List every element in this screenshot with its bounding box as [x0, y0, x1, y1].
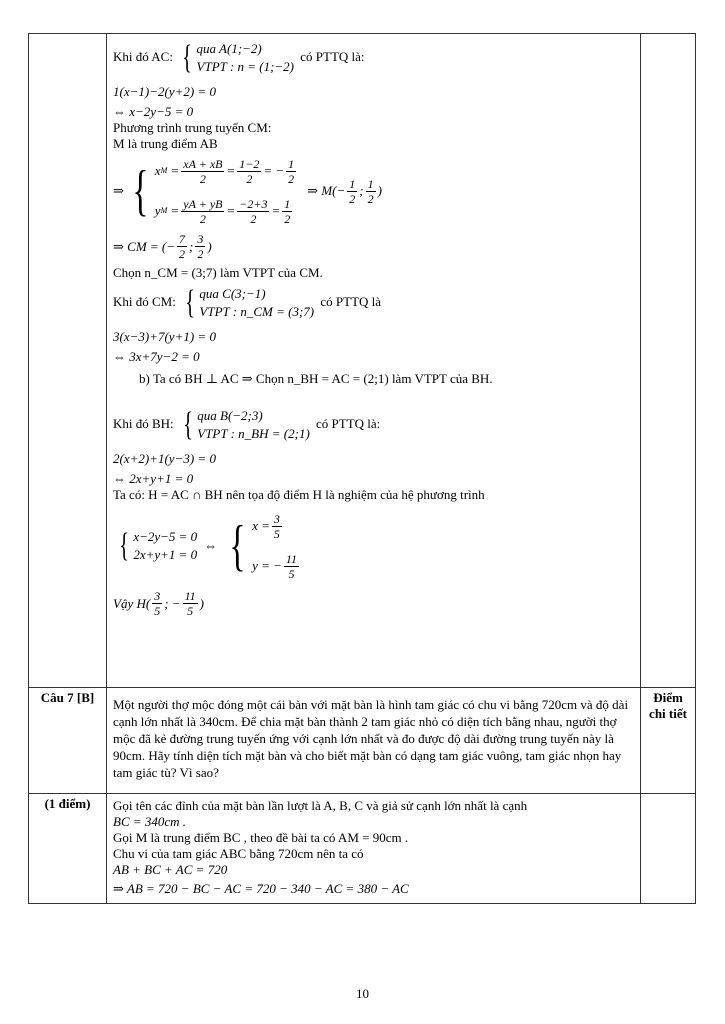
- page-number: 10: [356, 986, 369, 1001]
- m-result: ⇒ M: [307, 183, 333, 198]
- sol7-line-5: AB + BC + AC = 720: [113, 862, 228, 877]
- right-cell: [641, 794, 696, 904]
- cm-system: { qua C(3;−1) VTPT : n_CM = (3;7): [185, 284, 315, 321]
- ac-system-line: [113, 40, 634, 76]
- ac-sys-2: VTPT : n = (1;−2): [196, 59, 295, 74]
- solution-cell: [107, 34, 641, 688]
- ac-sys-1: qua A(1;−2): [196, 41, 262, 56]
- left-cell: [29, 34, 107, 688]
- ac-eq-2: ⇔ x−2y−5 = 0: [113, 104, 194, 119]
- cm-choose: Chọn n_CM = (3;7) làm VTPT của CM.: [113, 265, 323, 280]
- sol7-line-6: ⇒ AB = 720 − BC − AC = 720 − 340 − AC = 380 − AC: [113, 881, 409, 896]
- solution-cell-7: [107, 794, 641, 904]
- m-coords-system: { x M = $\frac{xA + xB}{2}$ = $\frac{1-2}{2}$ = − $\frac{1}{2}$ y M = $\frac{yA + yB}{2}$ = $\frac{-2+3}{2}$ = $\frac{1}{2}$: [132, 156, 295, 226]
- question-text: Một người thợ mộc đóng một cái bàn với mặt bàn là hình tam giác có chu vi bằng 720cm và độ dài cạnh lớn nhất là 340cm. Để chia mặt bàn thành 2 tam giác nhỏ có diện tích bằng nhau, người thợ mộc đã kẻ đường trung tuyến ứng với cạnh lớn nhất và đo được độ dài đường trung tuyến này là 90cm. Hãy tính diện tích mặt bàn và cho biết mặt bàn có dạng tam giác vuông, tam giác nhọn hay tam giác tù? Vì sao?: [107, 688, 641, 794]
- h-result-line: Vậy H ( $\frac{3}{5}$ ; − $\frac{11}{5}$ ): [113, 589, 205, 618]
- part-b-line: b) Ta có BH ⊥ AC ⇒ Chọn n_BH = AC = (2;1) làm VTPT của BH.: [139, 371, 493, 386]
- cm-midpoint: M là trung điểm AB: [113, 136, 218, 151]
- table-row: [29, 794, 696, 904]
- bh-system: { qua B(−2;3) VTPT : n_BH = (2;1): [183, 406, 310, 443]
- question-label: Câu 7 [B]: [29, 688, 107, 794]
- points-label: (1 điểm): [29, 794, 107, 904]
- score-header: Điểm chi tiết: [641, 688, 696, 794]
- ac-suffix: có PTTQ là:: [300, 48, 365, 64]
- cm-eq-1: 3(x−3)+7(y+1) = 0: [113, 329, 216, 344]
- sol7-line-3: Gọi M là trung điểm BC , theo đề bài ta có AM = 90cm .: [113, 830, 409, 845]
- cm-vector-line: ⇒ CM = (− $\frac{7}{2}$ ; $\frac{3}{2}$ ): [113, 232, 212, 261]
- h-system-line: { x−2y−5 = 0 2x+y+1 = 0 ⇔ { x = $\frac{3}{5}$ y = − $\frac{11}{5}$: [119, 511, 298, 581]
- right-cell: [641, 34, 696, 688]
- bh-eq-2: ⇔ 2x+y+1 = 0: [113, 471, 194, 486]
- bh-system-line: Khi đó BH: { qua B(−2;3) VTPT : n_BH = (2;1) có PTTQ là:: [113, 406, 381, 443]
- h-text: Ta có: H = AC ∩ BH nên tọa độ điểm H là nghiệm của hệ phương trình: [113, 487, 485, 502]
- sol7-line-2: BC = 340cm .: [113, 814, 187, 829]
- sol7-line-4: Chu vi của tam giác ABC bằng 720cm nên ta có: [113, 846, 364, 861]
- solution-table: [28, 33, 696, 904]
- m-coords-line: ⇒ { x M = $\frac{xA + xB}{2}$ = $\frac{1-2}{2}$ = − $\frac{1}{2}$ y M = $\frac{yA + yB}{2}$ = $\frac{-2+3}{2}$ = $\frac{1}{2}$ ⇒ M (− $\frac{1}{2}$ ; $\frac{1}{2}$ ): [113, 154, 634, 228]
- ac-prefix: Khi đó AC:: [113, 48, 173, 64]
- cm-system-line: Khi đó CM: { qua C(3;−1) VTPT : n_CM = (3;7) có PTTQ là: [113, 284, 382, 321]
- sol7-line-1: Gọi tên các đỉnh của mặt bàn lần lượt là A, B, C và giả sử cạnh lớn nhất là cạnh: [113, 798, 528, 813]
- table-row: [29, 688, 696, 794]
- cm-title: Phương trình trung tuyến CM:: [113, 120, 272, 135]
- ac-eq-1: 1(x−1)−2(y+2) = 0: [113, 84, 216, 99]
- table-row: [29, 34, 696, 688]
- ac-system: { qua A(1;−2) VTPT : n = (1;−2): [182, 39, 295, 76]
- bh-eq-1: 2(x+2)+1(y−3) = 0: [113, 451, 216, 466]
- cm-eq-2: ⇔ 3x+7y−2 = 0: [113, 349, 200, 364]
